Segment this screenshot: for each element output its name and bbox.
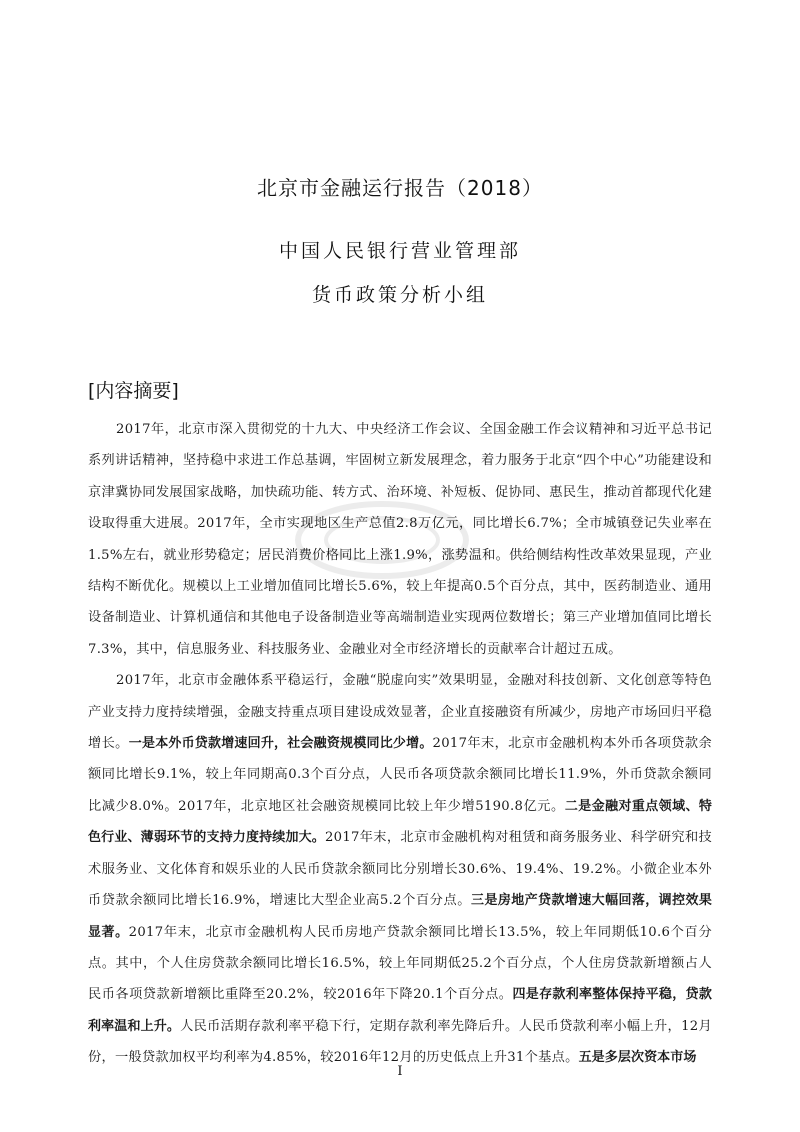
key-point-heading: 一是本外币贷款增速回升，社会融资规模同比少增。 <box>128 736 433 752</box>
key-point-heading: 三是房地产贷款增速大幅回落，调控效果显著。 <box>88 893 712 940</box>
key-point-heading: 五是多层次资本市场 <box>578 1050 697 1066</box>
section-heading-abstract: [内容摘要] <box>88 380 179 402</box>
page-number: I <box>397 1064 403 1079</box>
key-point-heading: 二是金融对重点领域、特色行业、薄弱环节的支持力度持续加大。 <box>88 798 712 846</box>
author-group: 货币政策分析小组 <box>311 284 488 306</box>
paragraph-text-segment: 人民币活期存款利率平稳下行，定期存款利率先降后升。人民币贷款利率小幅上升，12月份，一般贷款加权平均利率为4.85%，较2016年12月的历史低点上升31个基点。 <box>88 1018 712 1066</box>
author-organization: 中国人民银行营业管理部 <box>278 240 521 262</box>
paragraph-finance <box>88 665 712 1073</box>
key-point-heading: 四是存款利率整体保持平稳，贷款利率温和上升。 <box>88 987 712 1034</box>
paragraph-text-segment: 2017年，北京市金融体系平稳运行，金融“脱虚向实”效果明显，金融对科技创新、文化创意等特色产业支持力度持续增强，金融支持重点项目建设成效显著，企业直接融资有所减少，房地产市场回归平稳增长。 <box>88 673 712 752</box>
paragraph-text-segment: 2017年末，北京市金融机构本外币各项贷款余额同比增长9.1%，较上年同期高0.3个百分点，人民币各项贷款余额同比增长11.9%，外币贷款余额同比减少8.0%。2017年，北京地区社会融资规模同比较上年少增5190.8亿元。 <box>88 736 712 814</box>
paragraph-text-segment: 2017年末，北京市金融机构人民币房地产贷款余额同比增长13.5%，较上年同期低10.6个百分点。其中，个人住房贷款余额同比增长16.5%，较上年同期低25.2个百分点，个人住房贷款新增额占人民币各项贷款新增额比重降至20.2%，较2016年下降20.1个百分点。 <box>88 924 712 1003</box>
abstract-body <box>88 414 712 1074</box>
paragraph-text-segment: 2017年末，北京市金融机构对租赁和商务服务业、科学研究和技术服务业、文化体育和娱乐业的人民币贷款余额同比分别增长30.6%、19.4%、19.2%。小微企业本外币贷款余额同比增长16.9%，增速比大型企业高5.2个百分点。 <box>88 830 712 909</box>
paragraph-economy: 2017年，北京市深入贯彻党的十九大、中央经济工作会议、全国金融工作会议精神和习近平总书记系列讲话精神，坚持稳中求进工作总基调，牢固树立新发展理念，着力服务于北京“四个中心”功能建设和京津冀协同发展国家战略，加快疏功能、转方式、治环境、补短板、促协同、惠民生，推动首都现代化建设取得重大进展。2017年，全市实现地区生产总值2.8万亿元，同比增长6.7%；全市城镇登记失业率在1.5%左右，就业形势稳定；居民消费价格同比上涨1.9%，涨势温和。供给侧结构性改革效果显现，产业结构不断优化。规模以上工业增加值同比增长5.6%，较上年提高0.5个百分点，其中，医药制造业、通用设备制造业、计算机通信和其他电子设备制造业等高端制造业实现两位数增长；第三产业增加值同比增长7.3%，其中，信息服务业、科技服务业、金融业对全市经济增长的贡献率合计超过五成。 <box>88 422 712 657</box>
report-title: 北京市金融运行报告（2018） <box>257 176 543 200</box>
